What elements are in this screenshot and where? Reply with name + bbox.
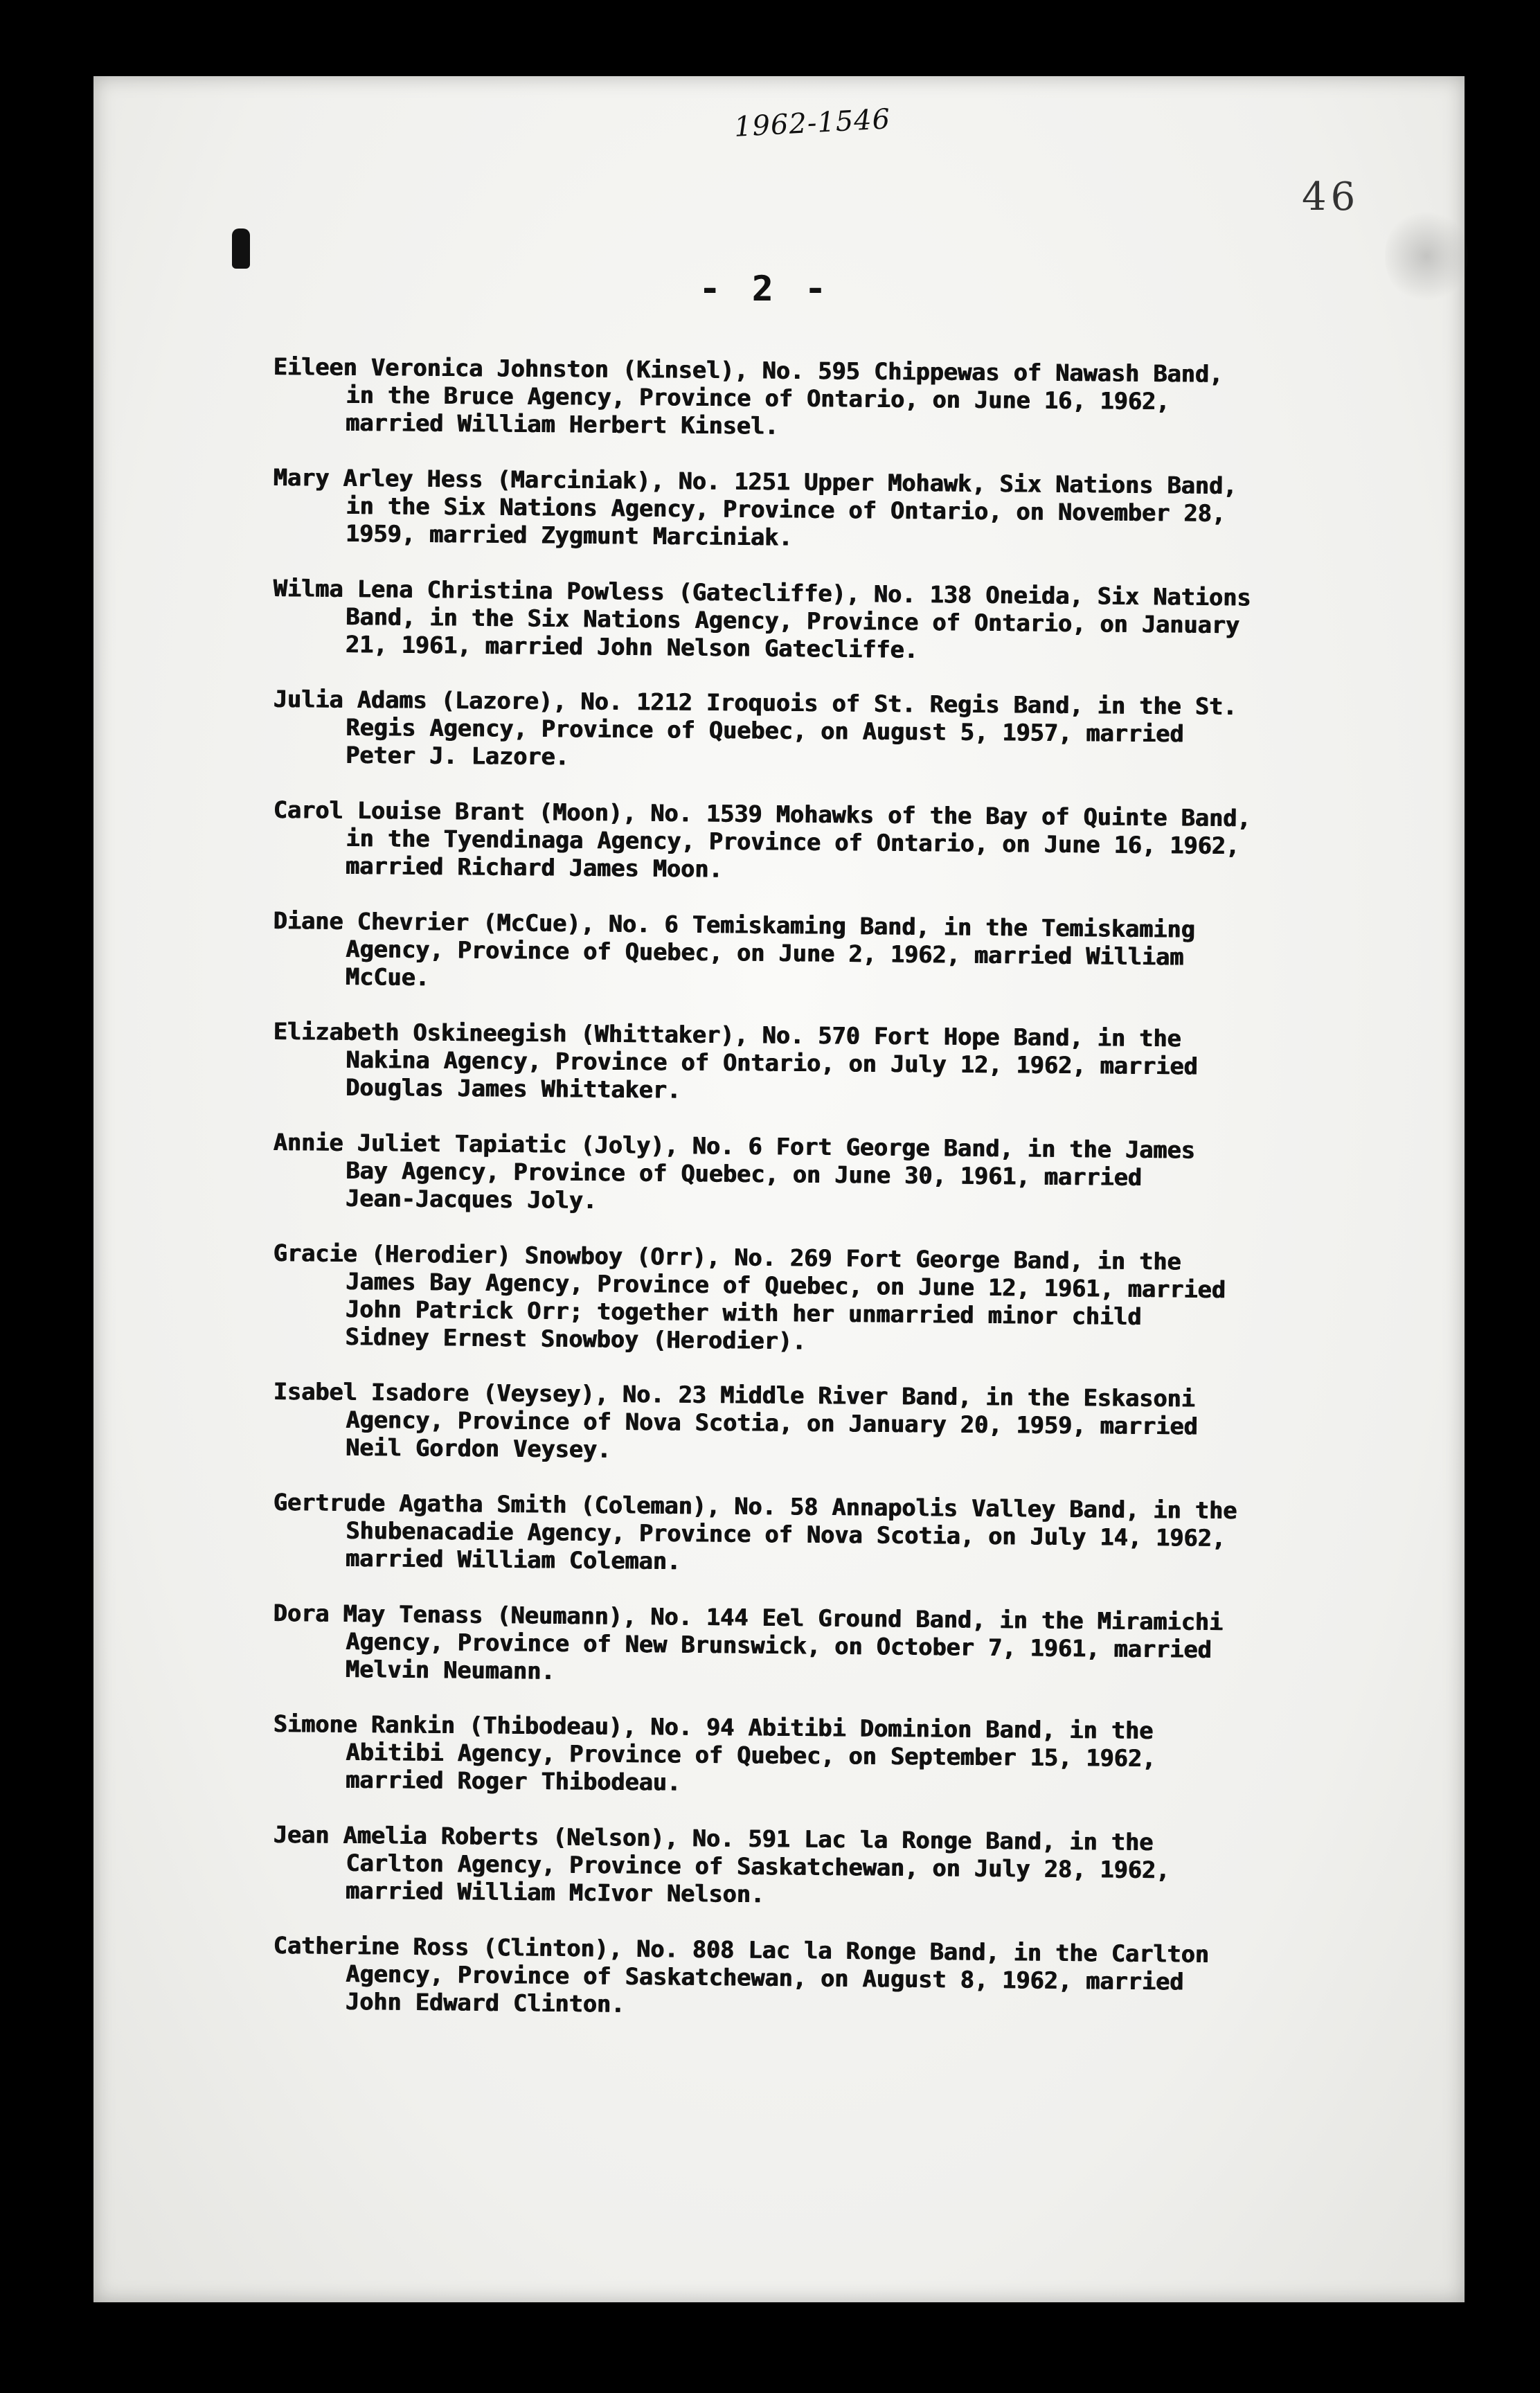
entry-line: Gertrude Agatha Smith (Coleman), No. 58 Annapolis Valley Band, in the: [273, 1489, 1237, 1525]
entry-line: John Patrick Orr; together with her unmarried minor child: [345, 1296, 1142, 1331]
entry-line: in the Tyendinaga Agency, Province of Ontario, on June 16, 1962,: [346, 824, 1240, 860]
entry-line: married William Herbert Kinsel.: [346, 409, 779, 440]
entry-paragraph: [273, 1710, 1312, 1802]
entry-line: John Edward Clinton.: [345, 1988, 625, 2018]
entry-paragraph: [273, 575, 1312, 667]
punch-hole-mark: [232, 228, 250, 269]
entry-line: Abitibi Agency, Province of Quebec, on September 15, 1962,: [346, 1738, 1156, 1773]
entry-line: McCue.: [345, 963, 430, 992]
entry-line: Regis Agency, Province of Quebec, on August 5, 1957, married: [346, 713, 1184, 748]
entry-line: Melvin Neumann.: [345, 1656, 555, 1685]
handwritten-document-code: 1962-1546: [733, 103, 892, 143]
entry-line: Catherine Ross (Clinton), No. 808 Lac la Ronge Band, in the Carlton: [273, 1932, 1210, 1968]
entry-line: in the Bruce Agency, Province of Ontario, on June 16, 1962,: [346, 381, 1170, 415]
entry-paragraph: [272, 1239, 1311, 1360]
entry-line: Gracie (Herodier) Snowboy (Orr), No. 269 Fort George Band, in the: [273, 1239, 1181, 1275]
entry-paragraph: [273, 1932, 1312, 2025]
entry-line: Neil Gordon Veysey.: [346, 1433, 611, 1463]
entry-line: Sidney Ernest Snowboy (Herodier).: [345, 1323, 807, 1355]
entry-paragraph: [273, 685, 1312, 777]
entry-line: Eileen Veronica Johnston (Kinsel), No. 595 Chippewas of Nawash Band,: [273, 353, 1224, 388]
entry-line: Peter J. Lazore.: [346, 741, 570, 771]
entry-line: Agency, Province of Quebec, on June 2, 1962, married William: [346, 935, 1184, 971]
entry-paragraph: [273, 1599, 1312, 1692]
entry-paragraph: [273, 1129, 1312, 1221]
entry-line: 1959, married Zygmunt Marciniak.: [345, 519, 793, 551]
entry-line: Shubenacadie Agency, Province of Nova Scotia, on July 14, 1962,: [346, 1516, 1226, 1552]
entry-paragraph: [273, 796, 1312, 888]
entry-line: married Roger Thibodeau.: [346, 1766, 681, 1796]
entry-line: Dora May Tenass (Neumann), No. 144 Eel Ground Band, in the Miramichi: [273, 1599, 1224, 1636]
entry-line: Isabel Isadore (Veysey), No. 23 Middle River Band, in the Eskasoni: [273, 1378, 1196, 1413]
entry-line: Jean Amelia Roberts (Nelson), No. 591 Lac la Ronge Band, in the: [273, 1821, 1154, 1856]
entry-line: Carlton Agency, Province of Saskatchewan, on July 28, 1962,: [346, 1849, 1170, 1884]
entry-line: Agency, Province of New Brunswick, on October 7, 1961, married: [346, 1628, 1212, 1664]
entry-line: Douglas James Whittaker.: [346, 1073, 681, 1104]
entry-line: married William Coleman.: [345, 1544, 681, 1575]
entry-line: Agency, Province of Saskatchewan, on August 8, 1962, married: [346, 1960, 1184, 1996]
entry-line: Simone Rankin (Thibodeau), No. 94 Abitibi Dominion Band, in the: [273, 1710, 1154, 1744]
entry-paragraph: [273, 1821, 1312, 1913]
entry-line: Nakina Agency, Province of Ontario, on July 12, 1962, married: [346, 1046, 1198, 1080]
entry-paragraph: [273, 1489, 1312, 1581]
entry-line: Agency, Province of Nova Scotia, on January 20, 1959, married: [346, 1406, 1198, 1440]
entry-paragraph: [273, 1378, 1312, 1469]
entry-line: Mary Arley Hess (Marciniak), No. 1251 Upper Mohawk, Six Nations Band,: [273, 464, 1237, 500]
ink-smudge: [1385, 208, 1468, 305]
entry-line: Diane Chevrier (McCue), No. 6 Temiskaming Band, in the Temiskaming: [273, 907, 1196, 943]
entry-line: Julia Adams (Lazore), No. 1212 Iroquois of St. Regis Band, in the St.: [273, 685, 1237, 720]
entry-paragraph: [273, 1018, 1312, 1109]
entry-line: married Richard James Moon.: [345, 852, 723, 883]
entry-line: James Bay Agency, Province of Quebec, on June 12, 1961, married: [346, 1268, 1226, 1304]
entry-line: Carol Louise Brant (Moon), No. 1539 Mohawks of the Bay of Quinte Band,: [273, 796, 1251, 832]
entry-line: married William McIvor Nelson.: [345, 1876, 765, 1908]
entry-paragraph: [273, 464, 1312, 556]
entry-line: Annie Juliet Tapiatic (Joly), No. 6 Fort George Band, in the James: [273, 1129, 1196, 1164]
page-number: - 2 -: [699, 269, 832, 309]
entry-line: in the Six Nations Agency, Province of Ontario, on November 28,: [346, 492, 1226, 528]
entry-line: 21, 1961, married John Nelson Gatecliffe.: [345, 631, 919, 663]
entry-line: Wilma Lena Christina Powless (Gatecliffe), No. 138 Oneida, Six Nations: [273, 575, 1251, 611]
entry-paragraph: [273, 353, 1312, 445]
entry-paragraph: [273, 907, 1312, 1000]
entry-line: Band, in the Six Nations Agency, Province of Ontario, on January: [346, 603, 1240, 639]
entry-line: Elizabeth Oskineegish (Whittaker), No. 570 Fort Hope Band, in the: [273, 1018, 1181, 1052]
entry-line: Bay Agency, Province of Quebec, on June 30, 1961, married: [346, 1156, 1143, 1191]
page-stamp-number: 46: [1302, 174, 1360, 219]
entry-line: Jean-Jacques Joly.: [345, 1184, 598, 1215]
